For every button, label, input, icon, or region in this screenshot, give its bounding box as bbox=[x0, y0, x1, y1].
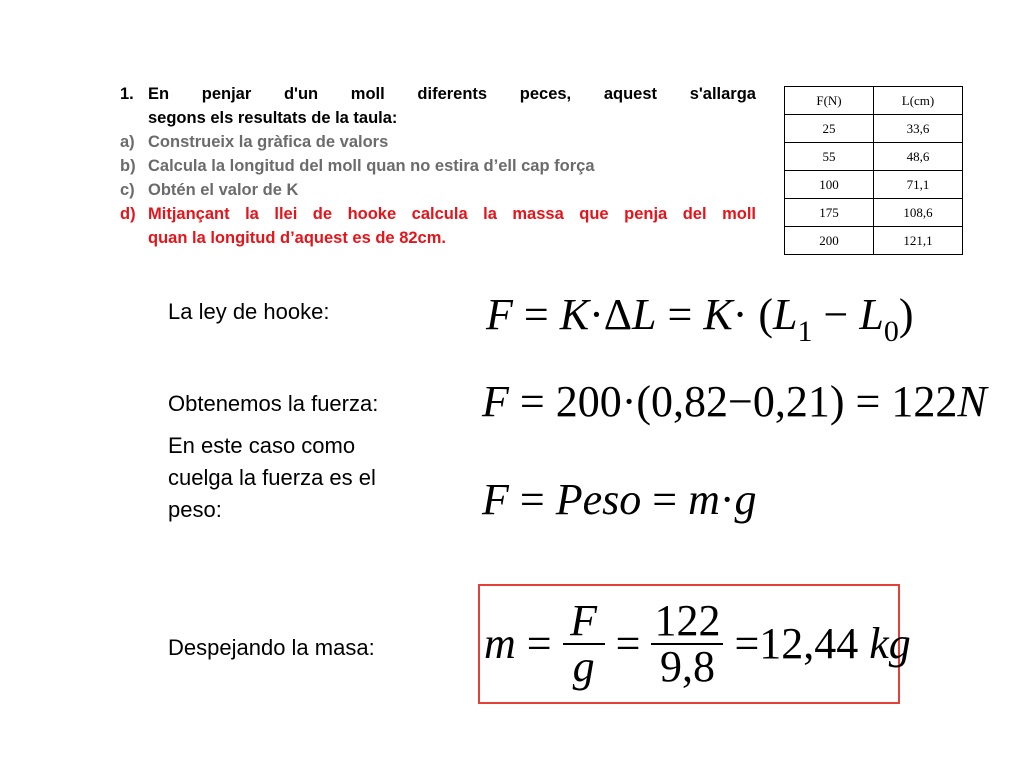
item-d: d) Mitjançant la llei de hooke calcula la massa que penja del moll bbox=[120, 205, 756, 223]
fraction-122-9-8: $\frac{122}{9,8}$ bbox=[651, 599, 723, 689]
equation-hooke: $F = K\cdot\Delta L = K\cdot (L_1 - L_0)$ bbox=[486, 290, 914, 348]
equation-fuerza: F = 200·(0,82−0,21) = 122N bbox=[482, 377, 987, 426]
fraction-f-g: $\frac{F}{g}$ bbox=[563, 599, 605, 689]
label-hooke: La ley de hooke: bbox=[168, 299, 330, 324]
equation-peso: F = Peso = m·g bbox=[482, 475, 757, 524]
data-table bbox=[784, 86, 963, 255]
problem-line-1: En penjar d'un moll diferents peces, aquest s'allarga bbox=[148, 85, 756, 103]
equation-masa: m = $\frac{F}{g}$ = $\frac{122}{9,8}$ = 12,44 kg bbox=[484, 596, 911, 691]
label-peso: En este caso como cuelga la fuerza es el peso: bbox=[168, 433, 376, 522]
label-fuerza: Obtenemos la fuerza: bbox=[168, 391, 379, 416]
table-row: 100 71,1 bbox=[785, 171, 963, 199]
problem-statement bbox=[120, 82, 756, 250]
item-b: b) Calcula la longitud del moll quan no estira d’ell cap força bbox=[120, 157, 595, 175]
item-d-line-2: quan la longitud d’aquest es de 82cm. bbox=[148, 229, 446, 247]
item-c: c) Obtén el valor de K bbox=[120, 181, 299, 199]
problem-line-2: segons els resultats de la taula: bbox=[148, 109, 398, 127]
table-header-row bbox=[785, 87, 963, 115]
problem-number: 1. bbox=[120, 85, 134, 103]
header-length: L(cm) bbox=[874, 87, 963, 115]
table-row: 200 121,1 bbox=[785, 227, 963, 255]
header-force: F(N) bbox=[785, 87, 874, 115]
table-row: 175 108,6 bbox=[785, 199, 963, 227]
table-row: 25 33,6 bbox=[785, 115, 963, 143]
label-masa: Despejando la masa: bbox=[168, 635, 375, 660]
item-a: a) Construeix la gràfica de valors bbox=[120, 133, 389, 151]
table-row: 55 48,6 bbox=[785, 143, 963, 171]
